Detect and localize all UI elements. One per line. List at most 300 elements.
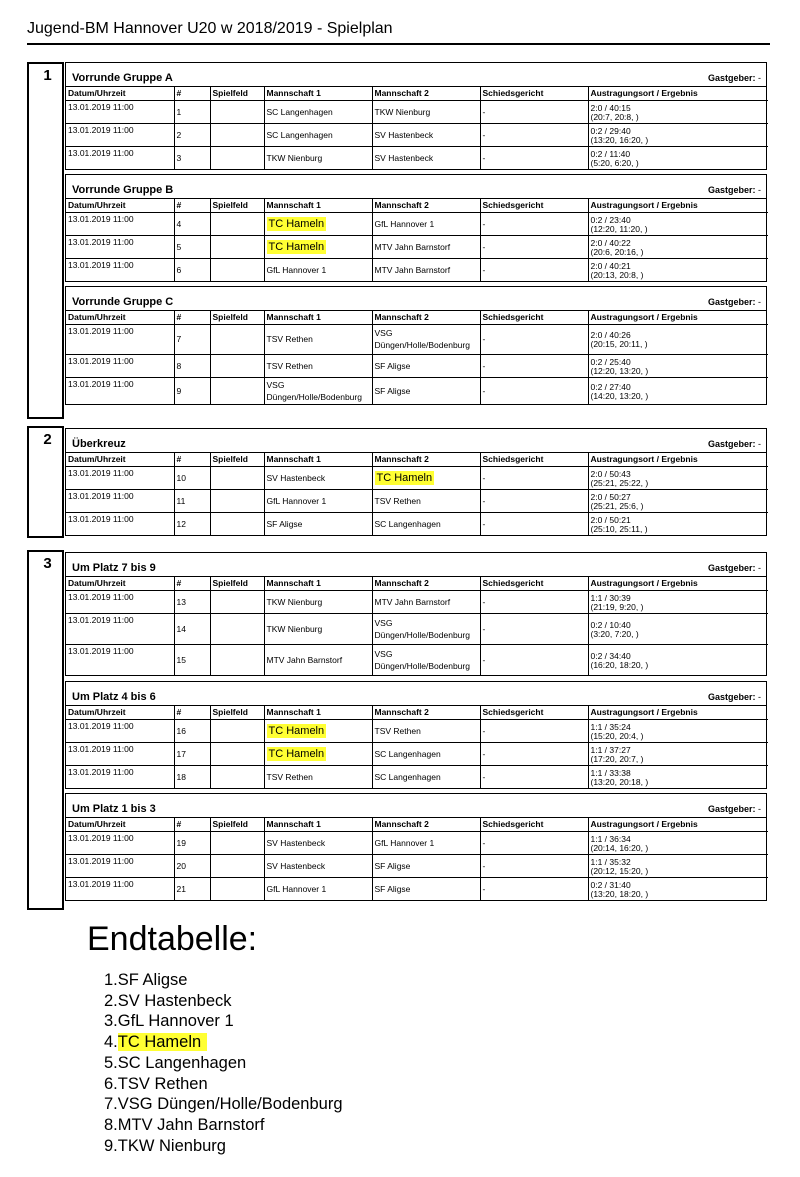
match-number: 15 <box>174 644 210 675</box>
group-title: Um Platz 7 bis 9 <box>72 562 156 574</box>
match-date: 13.01.2019 11:00 <box>66 258 174 281</box>
column-header: Mannschaft 1 <box>264 818 372 831</box>
final-rank: 7. <box>104 1095 118 1114</box>
team-1: TKW Nienburg <box>264 146 372 169</box>
match-field <box>210 719 264 742</box>
match-date: 13.01.2019 11:00 <box>66 235 174 258</box>
match-date: 13.01.2019 11:00 <box>66 354 174 377</box>
team-1: SV Hastenbeck <box>264 831 372 854</box>
match-result <box>588 644 768 675</box>
result-score: 0:2 / 34:40 <box>590 650 631 661</box>
result-score: 1:1 / 30:39 <box>590 592 631 603</box>
round-number: 3 <box>43 555 52 572</box>
column-header: Datum/Uhrzeit <box>66 453 174 466</box>
referee: - <box>480 742 588 765</box>
result-score: 0:2 / 27:40 <box>590 381 631 392</box>
match-group <box>65 62 767 170</box>
result-sets: (13:20, 16:20, ) <box>590 134 649 145</box>
team-2: SF Aligse <box>372 354 480 377</box>
column-header: Austragungsort / Ergebnis <box>588 818 768 831</box>
match-field <box>210 613 264 644</box>
team-1: SV Hastenbeck <box>264 466 372 489</box>
referee: - <box>480 212 588 235</box>
referee: - <box>480 854 588 877</box>
table-row <box>66 258 768 281</box>
result-score: 2:0 / 40:26 <box>590 330 631 340</box>
match-result <box>588 512 768 535</box>
column-header: Spielfeld <box>210 818 264 831</box>
column-header: # <box>174 706 210 719</box>
host-info <box>708 73 761 83</box>
highlighted-team: TC Hameln <box>376 471 433 484</box>
column-header: Schiedsgericht <box>480 453 588 466</box>
match-date: 13.01.2019 11:00 <box>66 123 174 146</box>
round-box-1 <box>27 62 64 419</box>
result-score: 1:1 / 36:34 <box>590 833 631 844</box>
column-header: Spielfeld <box>210 577 264 590</box>
host-value: - <box>758 692 761 702</box>
result-score: 0:2 / 23:40 <box>590 214 631 225</box>
team-2: SC Langenhagen <box>372 765 480 788</box>
team-1: MTV Jahn Barnstorf <box>264 644 372 675</box>
match-date: 13.01.2019 11:00 <box>66 212 174 235</box>
column-header: Mannschaft 2 <box>372 453 480 466</box>
result-score: 2:0 / 40:15 <box>590 102 631 113</box>
team-2: SV Hastenbeck <box>372 146 480 169</box>
result-sets: (12:20, 11:20, ) <box>590 223 648 234</box>
host-label: Gastgeber: <box>707 439 756 449</box>
team-2: SF Aligse <box>372 854 480 877</box>
host-value: - <box>758 439 761 449</box>
group-header <box>66 63 766 87</box>
table-row <box>66 613 768 644</box>
column-header: Schiedsgericht <box>480 199 588 212</box>
match-result <box>588 613 768 644</box>
final-team: SC Langenhagen <box>117 1053 247 1072</box>
referee: - <box>480 354 588 377</box>
match-date: 13.01.2019 11:00 <box>66 100 174 123</box>
match-group <box>65 793 767 901</box>
referee: - <box>480 644 588 675</box>
match-field <box>210 324 264 354</box>
column-header: Mannschaft 2 <box>372 87 480 100</box>
result-score: 1:1 / 35:24 <box>590 721 631 732</box>
match-date: 13.01.2019 11:00 <box>66 765 174 788</box>
column-header: Schiedsgericht <box>480 818 588 831</box>
match-date: 13.01.2019 11:00 <box>66 854 174 877</box>
final-rank: 2. <box>104 991 118 1010</box>
referee: - <box>480 324 588 354</box>
page-title: Jugend-BM Hannover U20 w 2018/2019 - Spielplan <box>27 20 393 37</box>
column-header: # <box>174 577 210 590</box>
match-number: 8 <box>174 354 210 377</box>
final-rank: 5. <box>104 1053 118 1072</box>
group-title: Um Platz 4 bis 6 <box>72 691 156 703</box>
final-team: TSV Rethen <box>117 1074 208 1093</box>
table-row <box>66 489 768 512</box>
match-date: 13.01.2019 11:00 <box>66 742 174 765</box>
result-sets: (14:20, 13:20, ) <box>590 390 649 401</box>
final-team: SF Aligse <box>117 971 188 989</box>
host-label: Gastgeber: <box>707 804 756 814</box>
team-2: SF Aligse <box>372 377 480 404</box>
referee: - <box>480 719 588 742</box>
final-rank: 4. <box>104 1033 118 1052</box>
referee: - <box>480 466 588 489</box>
referee: - <box>480 512 588 535</box>
table-row <box>66 512 768 535</box>
group-title: Um Platz 1 bis 3 <box>72 803 156 815</box>
team-2: GfL Hannover 1 <box>372 831 480 854</box>
match-date: 13.01.2019 11:00 <box>66 877 174 900</box>
column-header: Austragungsort / Ergebnis <box>588 87 768 100</box>
column-header: Datum/Uhrzeit <box>66 706 174 719</box>
referee: - <box>480 613 588 644</box>
round-number: 1 <box>43 67 52 84</box>
team-2: VSG Düngen/Holle/Bodenburg <box>372 613 480 644</box>
host-label: Gastgeber: <box>707 73 756 83</box>
column-header: Datum/Uhrzeit <box>66 199 174 212</box>
final-table-entry <box>104 1094 343 1115</box>
match-table <box>66 311 768 404</box>
team-2: MTV Jahn Barnstorf <box>372 590 480 613</box>
result-score: 2:0 / 40:21 <box>590 260 631 271</box>
final-rank: 6. <box>104 1074 118 1093</box>
team-1 <box>264 212 372 235</box>
match-date: 13.01.2019 11:00 <box>66 466 174 489</box>
result-sets: (16:20, 18:20, ) <box>590 659 649 670</box>
match-number: 3 <box>174 146 210 169</box>
match-result <box>588 466 768 489</box>
host-info <box>708 563 761 573</box>
match-number: 18 <box>174 765 210 788</box>
match-group <box>65 286 767 405</box>
match-number: 17 <box>174 742 210 765</box>
match-field <box>210 100 264 123</box>
final-table-title: Endtabelle: <box>87 920 258 958</box>
match-result <box>588 854 768 877</box>
team-2 <box>372 466 480 489</box>
result-sets: (15:20, 20:4, ) <box>590 730 644 741</box>
final-table-entry <box>104 1115 343 1136</box>
group-header <box>66 682 766 706</box>
match-group <box>65 681 767 789</box>
column-header: Mannschaft 2 <box>372 818 480 831</box>
final-rank: 1. <box>104 971 118 989</box>
match-date: 13.01.2019 11:00 <box>66 324 174 354</box>
team-2: MTV Jahn Barnstorf <box>372 258 480 281</box>
match-result <box>588 354 768 377</box>
referee: - <box>480 146 588 169</box>
column-header: Datum/Uhrzeit <box>66 818 174 831</box>
match-field <box>210 831 264 854</box>
match-table <box>66 706 768 788</box>
column-header: Schiedsgericht <box>480 311 588 324</box>
team-2: SV Hastenbeck <box>372 123 480 146</box>
match-number: 14 <box>174 613 210 644</box>
match-number: 16 <box>174 719 210 742</box>
match-date: 13.01.2019 11:00 <box>66 146 174 169</box>
final-team: TC Hameln <box>118 1033 207 1051</box>
team-1 <box>264 235 372 258</box>
final-table-entry <box>104 991 343 1012</box>
team-2: VSG Düngen/Holle/Bodenburg <box>372 644 480 675</box>
match-table <box>66 199 768 281</box>
team-1 <box>264 719 372 742</box>
column-header: # <box>174 453 210 466</box>
column-header: Schiedsgericht <box>480 706 588 719</box>
column-header: Mannschaft 2 <box>372 577 480 590</box>
result-sets: (21:19, 9:20, ) <box>590 601 644 612</box>
result-sets: (20:13, 20:8, ) <box>590 269 644 280</box>
column-header: Austragungsort / Ergebnis <box>588 199 768 212</box>
match-group <box>65 174 767 282</box>
result-sets: (25:21, 25:6, ) <box>590 500 644 511</box>
match-result <box>588 258 768 281</box>
final-team: GfL Hannover 1 <box>117 1012 234 1031</box>
match-field <box>210 377 264 404</box>
column-header: Schiedsgericht <box>480 577 588 590</box>
result-sets: (20:12, 15:20, ) <box>590 865 649 876</box>
match-table <box>66 818 768 900</box>
result-score: 1:1 / 35:32 <box>590 856 631 867</box>
match-field <box>210 512 264 535</box>
team-2: MTV Jahn Barnstorf <box>372 235 480 258</box>
result-sets: (20:7, 20:8, ) <box>590 111 639 122</box>
result-score: 0:2 / 29:40 <box>590 125 631 136</box>
team-1 <box>264 742 372 765</box>
match-field <box>210 146 264 169</box>
match-field <box>210 258 264 281</box>
referee: - <box>480 258 588 281</box>
match-number: 10 <box>174 466 210 489</box>
result-score: 1:1 / 33:38 <box>590 767 631 778</box>
referee: - <box>480 765 588 788</box>
table-row <box>66 212 768 235</box>
host-label: Gastgeber: <box>707 185 756 195</box>
match-field <box>210 742 264 765</box>
team-2: SC Langenhagen <box>372 512 480 535</box>
match-number: 1 <box>174 100 210 123</box>
match-result <box>588 831 768 854</box>
host-value: - <box>758 297 761 307</box>
column-header: Spielfeld <box>210 706 264 719</box>
table-row <box>66 146 768 169</box>
host-label: Gastgeber: <box>707 563 756 573</box>
highlighted-team: TC Hameln <box>268 217 325 230</box>
referee: - <box>480 877 588 900</box>
host-info <box>708 439 761 449</box>
column-header: Mannschaft 1 <box>264 199 372 212</box>
match-date: 13.01.2019 11:00 <box>66 719 174 742</box>
match-number: 7 <box>174 324 210 354</box>
match-number: 13 <box>174 590 210 613</box>
final-table-entry <box>104 1053 343 1074</box>
match-field <box>210 590 264 613</box>
team-2: SF Aligse <box>372 877 480 900</box>
result-score: 0:2 / 10:40 <box>590 619 631 630</box>
host-value: - <box>758 563 761 573</box>
result-score: 2:0 / 40:22 <box>590 237 631 248</box>
host-info <box>708 185 761 195</box>
column-header: Spielfeld <box>210 199 264 212</box>
result-score: 1:1 / 37:27 <box>590 744 631 755</box>
column-header: # <box>174 818 210 831</box>
column-header: Datum/Uhrzeit <box>66 311 174 324</box>
result-sets: (13:20, 18:20, ) <box>590 888 649 899</box>
match-field <box>210 854 264 877</box>
final-table-entry <box>104 1011 343 1032</box>
team-1: GfL Hannover 1 <box>264 489 372 512</box>
title-divider <box>27 43 770 45</box>
match-result <box>588 100 768 123</box>
match-result <box>588 489 768 512</box>
column-header: Mannschaft 2 <box>372 706 480 719</box>
column-header: Mannschaft 1 <box>264 87 372 100</box>
referee: - <box>480 590 588 613</box>
match-group <box>65 428 767 536</box>
result-sets: (25:10, 25:11, ) <box>590 523 648 534</box>
group-title: Vorrunde Gruppe C <box>72 296 174 308</box>
match-date: 13.01.2019 11:00 <box>66 831 174 854</box>
result-score: 0:2 / 25:40 <box>590 356 631 367</box>
result-sets: (5:20, 6:20, ) <box>590 157 639 168</box>
match-table <box>66 453 768 535</box>
match-group <box>65 552 767 676</box>
table-row <box>66 377 768 404</box>
match-field <box>210 235 264 258</box>
referee: - <box>480 377 588 404</box>
column-header: Mannschaft 1 <box>264 311 372 324</box>
team-1: GfL Hannover 1 <box>264 258 372 281</box>
group-title: Überkreuz <box>72 438 126 450</box>
team-1: TSV Rethen <box>264 354 372 377</box>
table-row <box>66 324 768 354</box>
column-header: Datum/Uhrzeit <box>66 87 174 100</box>
match-field <box>210 877 264 900</box>
final-rank: 8. <box>104 1115 118 1134</box>
column-header: Spielfeld <box>210 311 264 324</box>
host-label: Gastgeber: <box>707 692 756 702</box>
table-row <box>66 719 768 742</box>
match-date: 13.01.2019 11:00 <box>66 377 174 404</box>
final-rank: 9. <box>104 1136 118 1155</box>
table-row <box>66 354 768 377</box>
team-1: TKW Nienburg <box>264 613 372 644</box>
match-date: 13.01.2019 11:00 <box>66 644 174 675</box>
table-row <box>66 235 768 258</box>
team-1: GfL Hannover 1 <box>264 877 372 900</box>
team-1: VSG Düngen/Holle/Bodenburg <box>264 377 372 404</box>
final-team: VSG Düngen/Holle/Bodenburg <box>117 1095 343 1114</box>
match-result <box>588 590 768 613</box>
column-header: Schiedsgericht <box>480 87 588 100</box>
team-1: TKW Nienburg <box>264 590 372 613</box>
match-number: 11 <box>174 489 210 512</box>
match-number: 9 <box>174 377 210 404</box>
match-field <box>210 466 264 489</box>
final-rank: 3. <box>104 1012 118 1031</box>
table-row <box>66 590 768 613</box>
team-2: SC Langenhagen <box>372 742 480 765</box>
final-team: TKW Nienburg <box>117 1136 226 1155</box>
result-score: 2:0 / 50:21 <box>590 514 631 525</box>
team-2: GfL Hannover 1 <box>372 212 480 235</box>
column-header: Austragungsort / Ergebnis <box>588 706 768 719</box>
table-row <box>66 466 768 489</box>
result-score: 2:0 / 50:27 <box>590 491 631 502</box>
group-header <box>66 553 766 577</box>
final-table-entry <box>104 1074 343 1095</box>
column-header: Mannschaft 1 <box>264 706 372 719</box>
match-date: 13.01.2019 11:00 <box>66 613 174 644</box>
column-header: Mannschaft 1 <box>264 577 372 590</box>
referee: - <box>480 235 588 258</box>
column-header: # <box>174 87 210 100</box>
group-header <box>66 429 766 453</box>
match-result <box>588 212 768 235</box>
match-field <box>210 489 264 512</box>
referee: - <box>480 831 588 854</box>
result-sets: (17:20, 20:7, ) <box>590 753 644 764</box>
host-value: - <box>758 185 761 195</box>
team-1: SF Aligse <box>264 512 372 535</box>
result-sets: (20:14, 16:20, ) <box>590 842 649 853</box>
match-field <box>210 123 264 146</box>
match-table <box>66 577 768 675</box>
column-header: Datum/Uhrzeit <box>66 577 174 590</box>
match-result <box>588 719 768 742</box>
team-2: TSV Rethen <box>372 719 480 742</box>
result-score: 0:2 / 31:40 <box>590 879 631 890</box>
final-table-entry <box>104 970 343 991</box>
team-2: TSV Rethen <box>372 489 480 512</box>
referee: - <box>480 123 588 146</box>
group-title: Vorrunde Gruppe B <box>72 184 174 196</box>
match-number: 6 <box>174 258 210 281</box>
result-sets: (25:21, 25:22, ) <box>590 477 649 488</box>
round-box-2 <box>27 426 64 538</box>
result-sets: (3:20, 7:20, ) <box>590 628 639 639</box>
column-header: Austragungsort / Ergebnis <box>588 577 768 590</box>
result-sets: (12:20, 13:20, ) <box>590 365 649 376</box>
team-2: VSG Düngen/Holle/Bodenburg <box>372 324 480 354</box>
referee: - <box>480 100 588 123</box>
round-number: 2 <box>43 431 52 448</box>
table-row <box>66 742 768 765</box>
final-table-entry <box>104 1136 343 1157</box>
final-team: MTV Jahn Barnstorf <box>117 1115 265 1134</box>
match-result <box>588 765 768 788</box>
table-row <box>66 100 768 123</box>
team-1: SV Hastenbeck <box>264 854 372 877</box>
match-number: 20 <box>174 854 210 877</box>
match-number: 4 <box>174 212 210 235</box>
team-1: SC Langenhagen <box>264 100 372 123</box>
result-sets: (20:15, 20:11, ) <box>590 339 648 349</box>
group-header <box>66 794 766 818</box>
group-header <box>66 175 766 199</box>
table-row <box>66 123 768 146</box>
team-1: TSV Rethen <box>264 765 372 788</box>
match-result <box>588 123 768 146</box>
result-score: 0:2 / 11:40 <box>590 148 631 159</box>
match-date: 13.01.2019 11:00 <box>66 489 174 512</box>
match-date: 13.01.2019 11:00 <box>66 512 174 535</box>
match-number: 5 <box>174 235 210 258</box>
highlighted-team: TC Hameln <box>268 240 325 253</box>
column-header: Austragungsort / Ergebnis <box>588 453 768 466</box>
